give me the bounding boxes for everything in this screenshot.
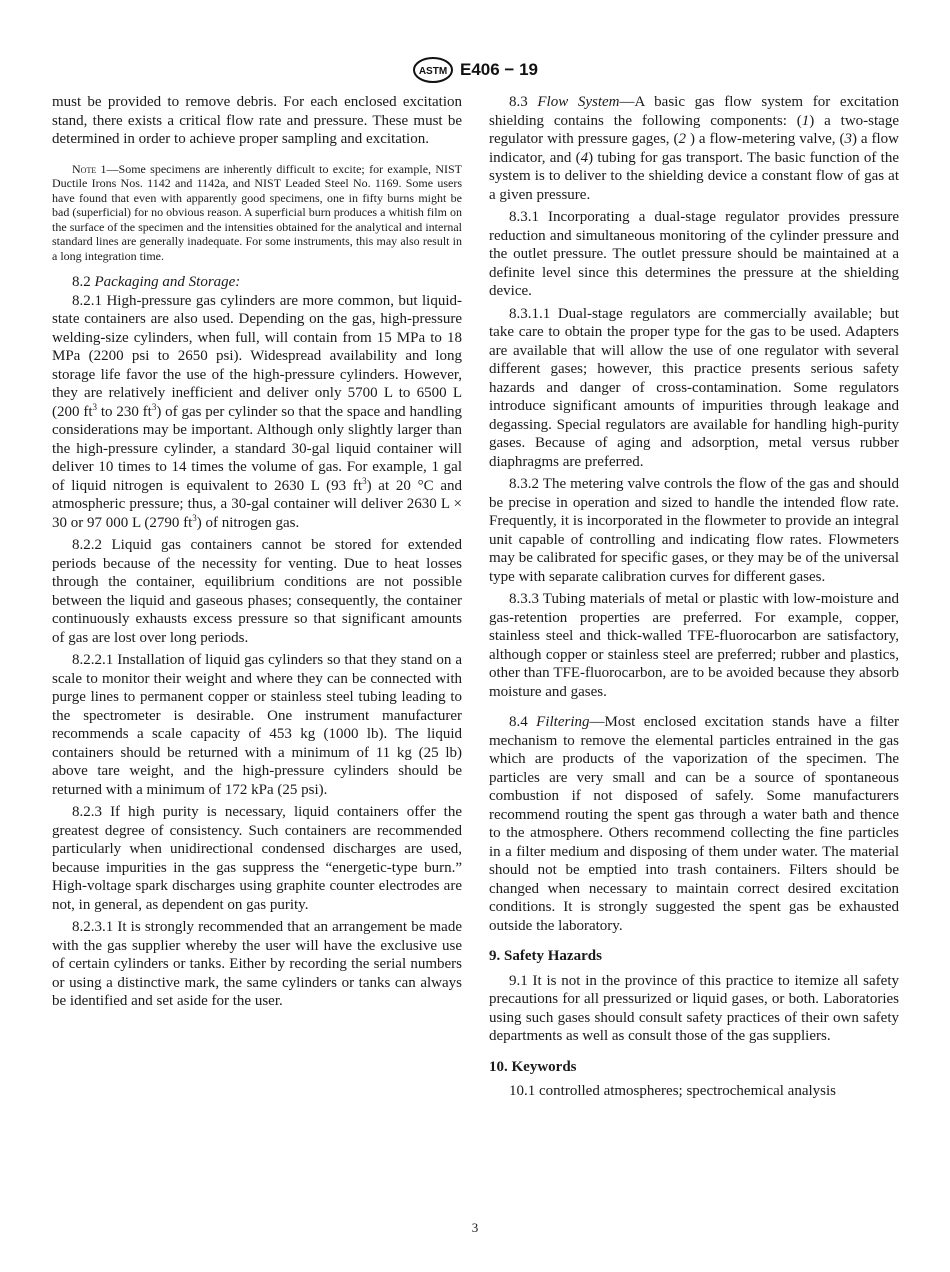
- paragraph-8-2-3-1: 8.2.3.1 It is strongly recommended that an arrangement be made with the gas supplier whereby the user will have the exclusive use of certain cylinders or tanks. Either by recording the serial numbers or using a distinctive mark, the same cylinders or tanks can always be identified and set aside for the user.: [52, 919, 462, 1009]
- paragraph-9-1: 9.1 It is not in the province of this practice to itemize all safety precautions for all pressurized or liquid gases, or both. Laboratories using such gases should consult safety practices of their own safety departments as well as consult those of the gas suppliers.: [489, 972, 899, 1044]
- paragraph-8-2-1: 8.2.1 High-pressure gas cylinders are more common, but liquid-state containers are also used. Depending on the gas, high-pressure welding-size cylinders, when full, will contain from 15 MPa to 18 MPa (2200 psi to 2650 psi). Widespread availability and long storage life favor the use of the high-pressure cylinders. However, they are relatively inefficient and deliver only 5700 L to 6500 L (200 $ft^3$ to 230 $ft^3$) of gas per cylinder so that the space and handling considerations may be important. Although only slightly larger than the high-pressure cylinder, a standard 30-gal liquid container will deliver 10 times to 14 times the volume of gas. For example, 1 gal of liquid nitrogen is equivalent to 2630 L (93 $ft^3$) at 20 °C and atmospheric pressure; thus, a 30-gal container will deliver 2630 L × 30 or 97 000 L (2790 $ft^3$) of nitrogen gas.: [52, 292, 463, 531]
- section-title: Packaging and Storage:: [94, 274, 241, 290]
- paragraph-8-3-3: 8.3.3 Tubing materials of metal or plastic with low-moisture and gas-retention properties are preferred. For example, copper, stainless steel and thick-walled TFE-fluorocarbon are satisfactory, although copper or stainless steel are preferred; rubber and plastics, other than TFE-fluorocarbon, are to be avoided because they absorb moisture and gases.: [489, 591, 899, 700]
- paragraph-8-3-1: 8.3.1 Incorporating a dual-stage regulator provides pressure reduction and simultaneous monitoring of the cylinder pressure and the outlet pressure. The outlet pressure should be maintained at a definite level since this determines the pressure at the shielding device.: [489, 209, 899, 299]
- intro-paragraph: must be provided to remove debris. For each enclosed excitation stand, there exists a critical flow rate and pressure. These must be determined in order to achieve proper sampling and excitation.: [52, 94, 462, 147]
- paragraph-10-1: 10.1 controlled atmospheres; spectrochemical analysis: [509, 1083, 836, 1099]
- paragraph-8-2-2: 8.2.2 Liquid gas containers cannot be stored for extended periods because of the necessity for venting. Due to heat losses through the container, equilibrium conditions are not possible between the liquid and gaseous phases; consequently, the container continuously exhausts excess pressure so that significant amounts of gas are lost over long periods.: [52, 537, 462, 646]
- paragraph-8-3-1-1: 8.3.1.1 Dual-stage regulators are commercially available; but take care to obtain the proper type for the gas to be used. Adapters are available that will allow the use of one regulator with several different gases; however, this practice presents serious safety hazards and danger of cross-contamination. Some regulators introduce significant amounts of impurities through leakage and degassing. Special regulators are available for handling high-purity gases. Because of aging and adsorption, metal versus rubber diaphragms are preferred.: [489, 305, 899, 470]
- page-number: 3: [471, 1220, 479, 1235]
- note-label: Note 1: [72, 161, 107, 176]
- note-text: —Some specimens are inherently difficult to excite; for example, NIST Ductile Irons Nos. 1142 and 1142a, and NIST Leaded Steel No. 1169. Some users have found that even with apparently good specimens, one in fifty burns might be bad (superficial) for no obvious reason. A superficial burn produces a whitish film on the surface of the specimen and the intensities obtained for the analytical and internal standard lines are generally inadequate. For some instruments, this may also result in a long integration time.: [52, 161, 462, 263]
- paragraph-8-3: 8.3 Flow System—A basic gas flow system for excitation shielding contains the following components: (1) a two-stage regulator with pressure gages, (2 ) a flow-metering valve, (3) a flow indicator, and (4) tubing for gas transport. The basic function of the system is to deliver to the shielding device a constant flow of gas at a given pressure.: [489, 94, 900, 203]
- paragraph-8-4: 8.4 Filtering—Most enclosed excitation stands have a filter mechanism to remove the elemental particles entrained in the gas which are products of the vaporization of the specimen. The particles are very small and can be a source of spontaneous combustion if not disposed of safely. Some manufacturers recommend routing the spent gas through a water bath and thence to the atmosphere. Others recommend collecting the fine particles in a filter medium and disposing of them under water. The material should not be emptied into trash containers. Filters should be changed when necessary to maintain correct desired excitation conditions. It is strongly suggested the spent gas be exhausted outside the laboratory.: [489, 714, 899, 934]
- right-column: [489, 93, 899, 1101]
- paragraph-8-2-2-1: 8.2.2.1 Installation of liquid gas cylinders so that they stand on a scale to monitor their weight and where they can be connected with purge lines to permanent copper or stainless steel tubing leading to the spectrometer is desirable. One instrument manufacturer recommends a scale capacity of 453 kg (1000 lb). The liquid containers should be returned with a minimum of 11 kg (25 lb) above tare weight, and the high-pressure cylinders should be returned with a minimum of 172 kPa (25 psi).: [52, 652, 462, 798]
- note-1: [52, 162, 462, 264]
- page-header: [0, 56, 950, 84]
- svg-text:ASTM: ASTM: [418, 66, 448, 77]
- section-number: 8.2: [72, 274, 91, 290]
- standard-designation: E406 − 19: [460, 60, 538, 79]
- section-9-heading: 9. Safety Hazards: [489, 948, 602, 964]
- paragraph-8-2-3: 8.2.3 If high purity is necessary, liquid containers offer the greatest degree of consistency. Such containers are recommended particularly when unidirectional condensed discharges are used, because impurities in the gas suppress the “energetic-type burn.” High-voltage spark discharges using graphite counter electrodes are not, in general, as dependent on gas purity.: [52, 804, 462, 913]
- section-10-heading: 10. Keywords: [489, 1058, 577, 1075]
- section-8-2-heading: [52, 273, 462, 292]
- astm-logo-icon: [412, 57, 454, 83]
- paragraph-8-3-2: 8.3.2 The metering valve controls the flow of the gas and should be precise in operation and sized to handle the intended flow rate. Frequently, it is incorporated in the flowmeter to provide an integral unit capable of controlling and indicating flow rates. Flowmeters may be calibrated for specific gases, or they may be of the universal type with separate calibration curves for different gases.: [489, 476, 899, 585]
- left-column: [52, 93, 462, 1011]
